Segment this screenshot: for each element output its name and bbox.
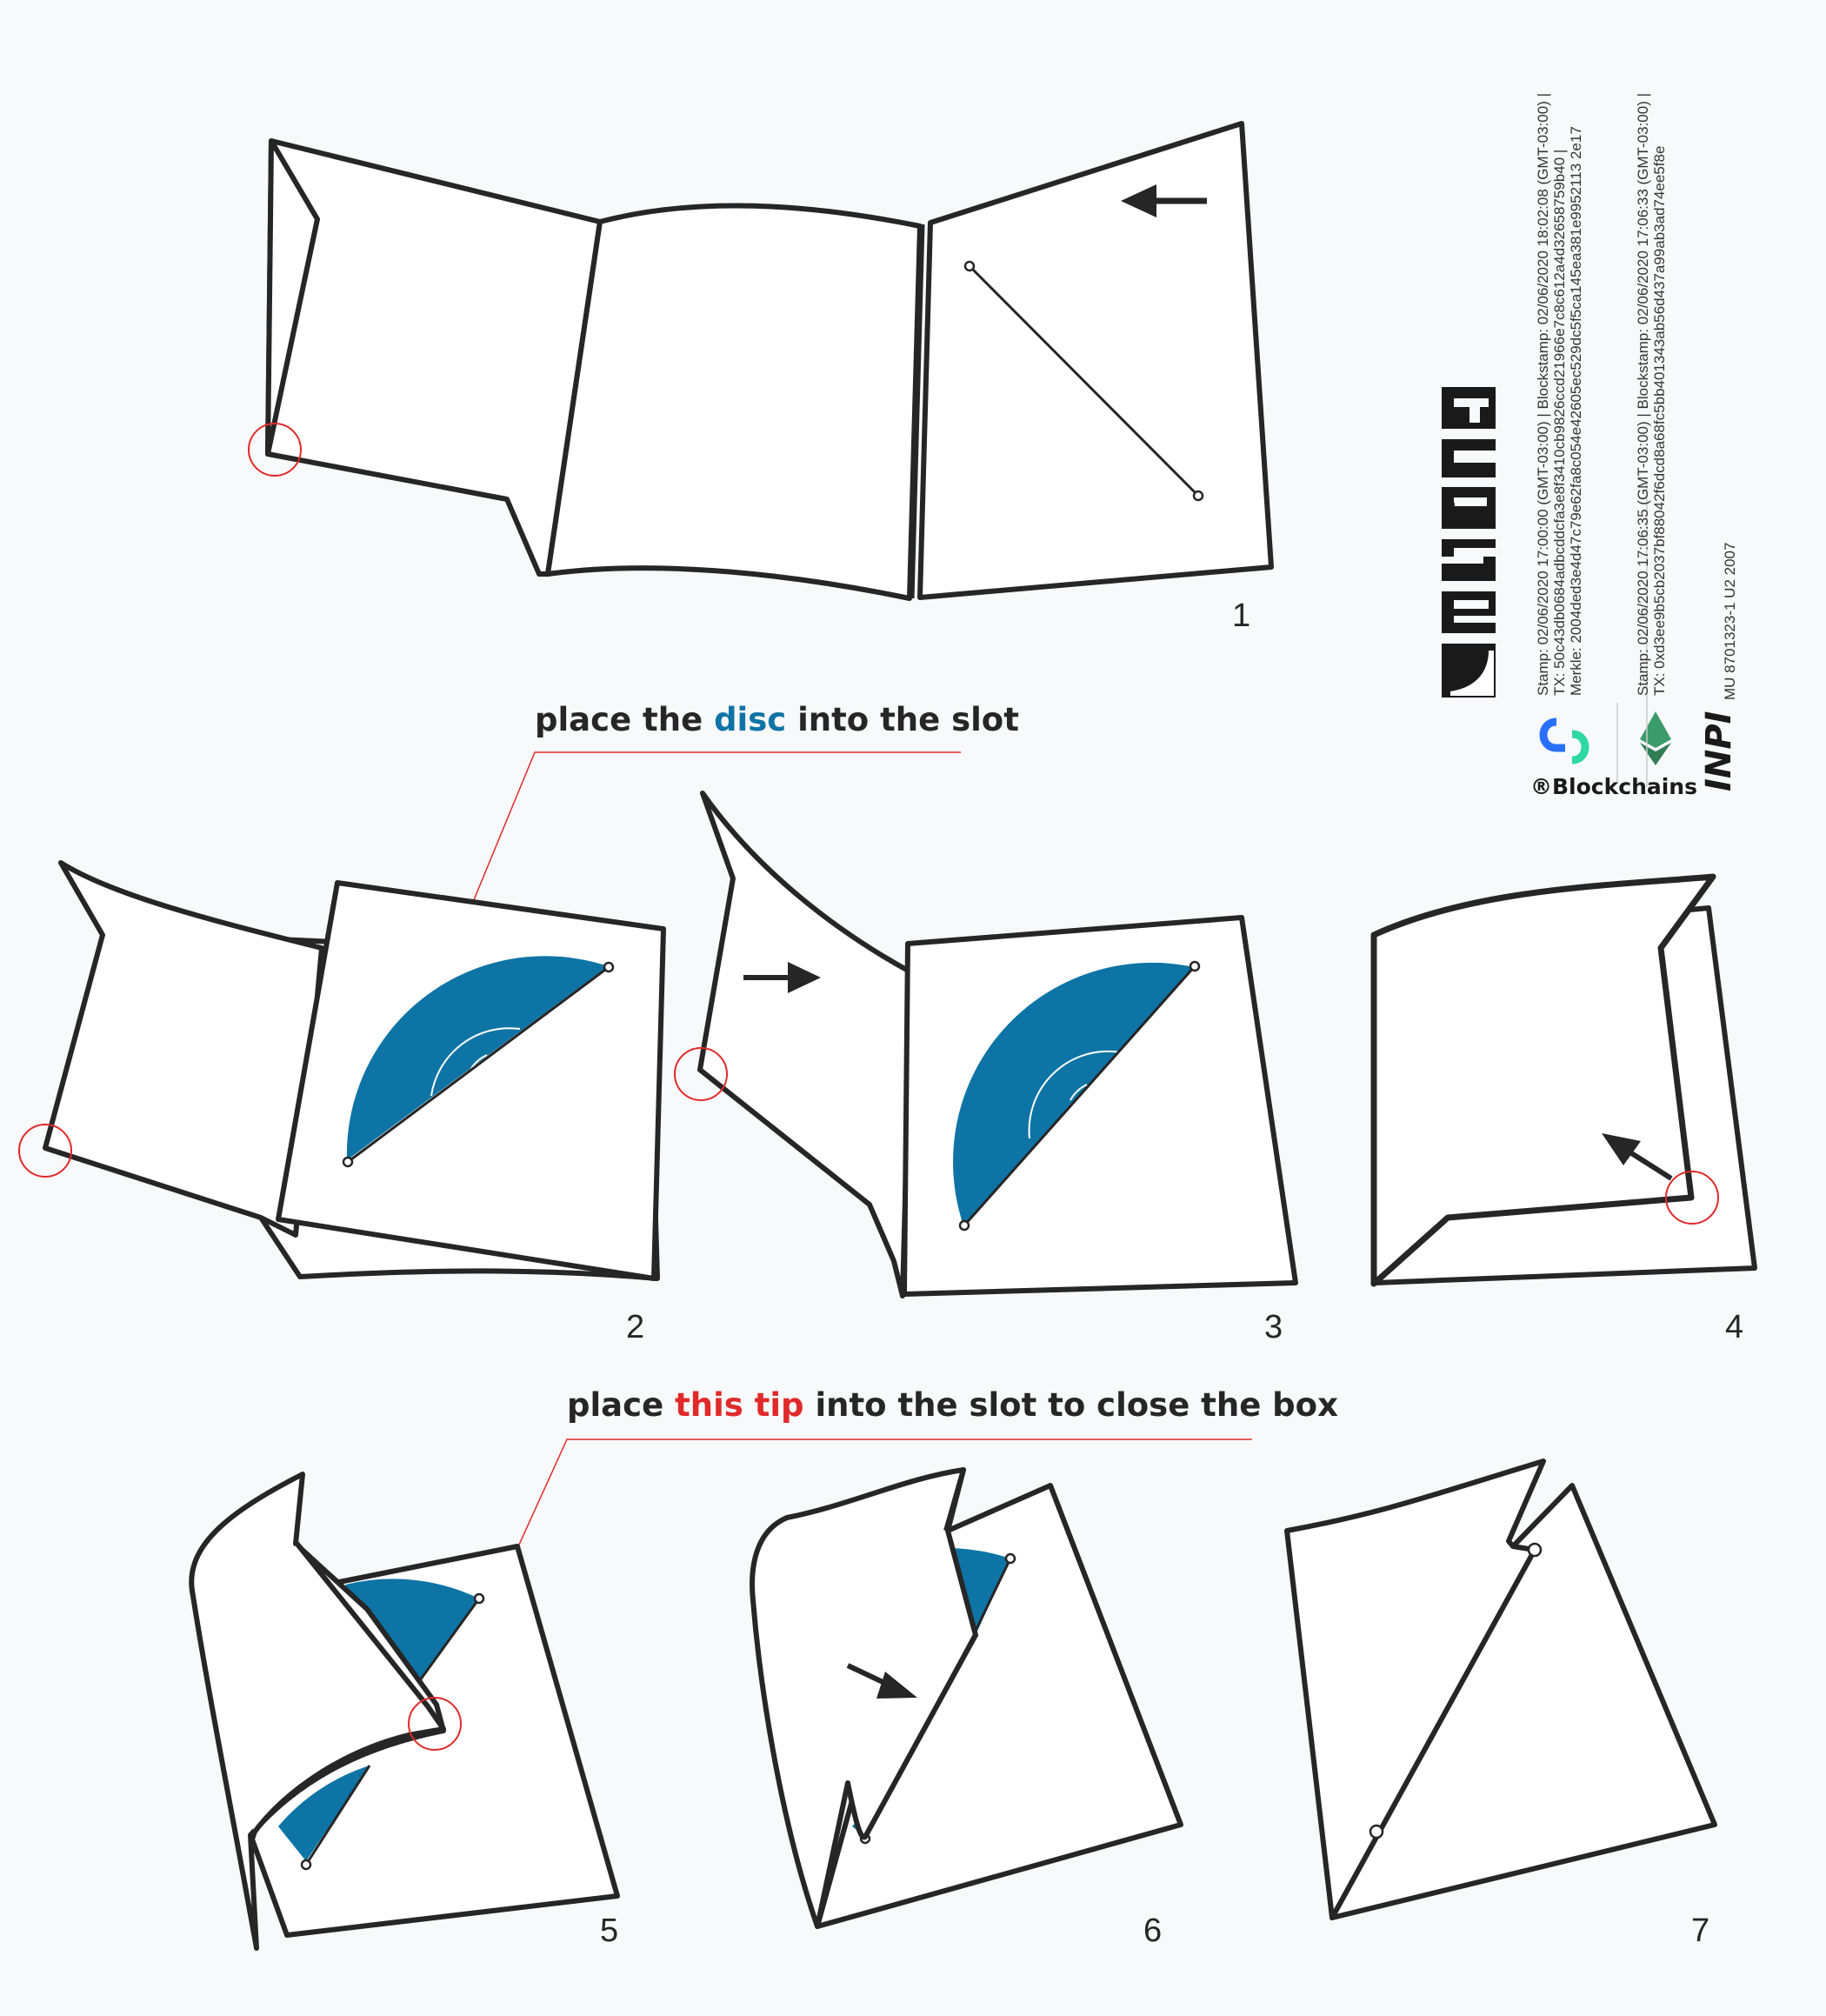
stamp-group-2-line-1: Stamp: 02/06/2020 17:06:35 (GMT-03:00) | Blockstamp: 02/06/2020 17:06:33 (GMT-03:00) | (1635, 92, 1651, 696)
step-1-left-flap (268, 141, 600, 574)
step-3-number: 3 (1264, 1309, 1283, 1345)
step-5-figure (191, 1474, 618, 1949)
step-3-left-flap (700, 793, 911, 1296)
step-6-number: 6 (1143, 1913, 1163, 1949)
registry-code: MU 8701323-1 U2 2007 (1722, 542, 1738, 700)
step-4-number: 4 (1725, 1309, 1744, 1345)
step-6-figure (752, 1470, 1181, 1949)
step-1-right-panel (920, 123, 1271, 597)
step-1-number: 1 (1232, 597, 1251, 634)
tip-caption-text: place (567, 1386, 664, 1424)
svg-text:INPI: INPI (1699, 711, 1739, 791)
stamp-group-1 (1535, 93, 1584, 696)
step-1-figure (249, 123, 1271, 634)
stamp-group-2-line-2: TX: 0xd3ee9b5cb2037bf88042f6dcd8a68fc5bb401343ab56d437a99ab3ad74ee5f8e (1651, 145, 1668, 696)
step-2-figure (19, 863, 663, 1345)
ethereum-logo-icon (1640, 711, 1671, 765)
disc-caption-text-end: into the slot (797, 701, 1019, 738)
tip-caption (567, 1386, 1338, 1424)
disc-caption (535, 701, 1019, 738)
step-1-center-panel (548, 206, 920, 598)
step-2-number: 2 (626, 1309, 645, 1345)
stamp-group-1-line-1: Stamp: 02/06/2020 17:00:00 (GMT-03:00) | Blockstamp: 02/06/2020 18:02:08 (GMT-03:00) | (1535, 92, 1551, 696)
tip-caption-highlight: this tip (675, 1386, 804, 1424)
step-5-number: 5 (600, 1913, 619, 1949)
decred-logo-icon (1543, 722, 1585, 760)
svg-text:®Blockchains: ®Blockchains (1530, 774, 1697, 799)
step-7-number: 7 (1691, 1913, 1710, 1949)
step-2-front-panel (278, 883, 663, 1278)
inpi-logo (1699, 711, 1739, 791)
disc-caption-highlight: disc (714, 701, 787, 738)
step-7-figure (1287, 1461, 1715, 1949)
blockchains-label (1530, 774, 1697, 799)
tip-caption-text-end: into the slot to close the box (815, 1386, 1338, 1424)
disc-caption-text: place the (535, 701, 703, 738)
step-4-figure (1374, 877, 1755, 1345)
espira-logo (1442, 387, 1496, 698)
stamp-group-1-line-2: TX: 50c43db0684adbcddcfa3e8f3410cb9826ccd21966e7c8c612a4d32658759b40 | (1551, 149, 1568, 696)
step-3-figure (675, 793, 1296, 1345)
stamp-group-2 (1635, 93, 1668, 696)
stamp-group-1-line-3: Merkle: 2004ded3e4d47c79e62fa8c054e42605ec529dc5f5ca145ea381e9952113 2e17 (1568, 126, 1584, 696)
step-2-left-flap (45, 863, 322, 1235)
